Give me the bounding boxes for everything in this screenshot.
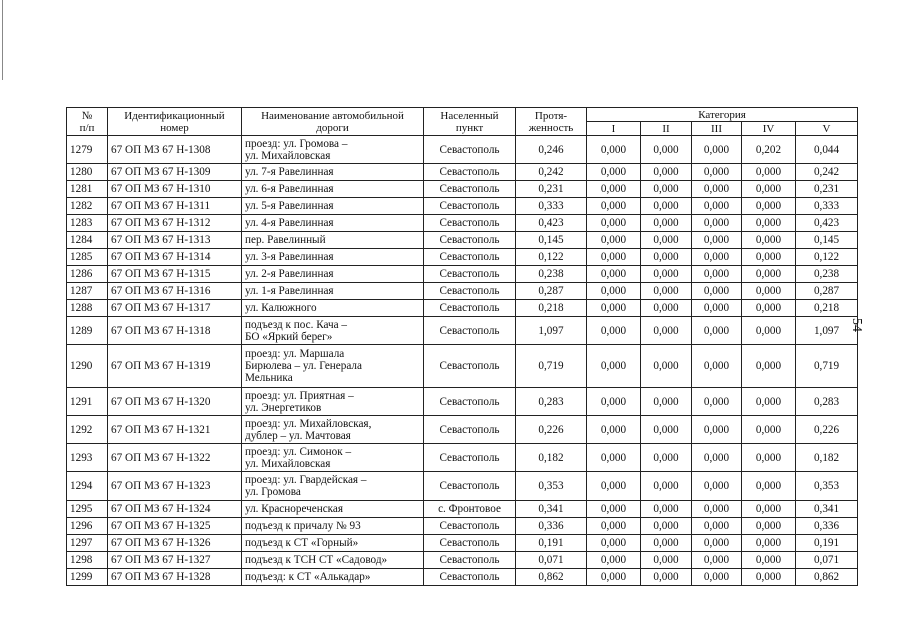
row-number: 1279 — [67, 136, 108, 164]
category-5-length: 0,145 — [796, 232, 858, 249]
locality: Севастополь — [424, 181, 516, 198]
category-1-length: 0,000 — [587, 416, 641, 444]
road-length: 0,231 — [516, 181, 587, 198]
road-name: проезд: ул. Михайловская, дублер – ул. Мачтовая — [242, 416, 424, 444]
road-name: проезд: ул. Маршала Бирюлева – ул. Генерала Мельника — [242, 345, 424, 388]
row-number: 1283 — [67, 215, 108, 232]
category-3-length: 0,000 — [692, 232, 742, 249]
road-name: ул. 1-я Равелинная — [242, 283, 424, 300]
row-number: 1288 — [67, 300, 108, 317]
category-4-length: 0,000 — [742, 416, 796, 444]
category-5-length: 0,242 — [796, 164, 858, 181]
category-2-length: 0,000 — [641, 266, 692, 283]
category-1-length: 0,000 — [587, 136, 641, 164]
road-id: 67 ОП МЗ 67 Н-1322 — [108, 444, 242, 472]
category-3-length: 0,000 — [692, 283, 742, 300]
table-row — [67, 283, 858, 300]
category-5-length: 0,336 — [796, 518, 858, 535]
category-2-length: 0,000 — [641, 569, 692, 586]
category-1-length: 0,000 — [587, 535, 641, 552]
category-3-length: 0,000 — [692, 266, 742, 283]
road-name: ул. 7-я Равелинная — [242, 164, 424, 181]
category-1-length: 0,000 — [587, 300, 641, 317]
category-1-length: 0,000 — [587, 164, 641, 181]
road-id: 67 ОП МЗ 67 Н-1313 — [108, 232, 242, 249]
category-3-length: 0,000 — [692, 569, 742, 586]
header-cat-4: IV — [742, 122, 796, 136]
category-5-length: 0,071 — [796, 552, 858, 569]
row-number: 1289 — [67, 317, 108, 345]
category-4-length: 0,000 — [742, 388, 796, 416]
category-2-length: 0,000 — [641, 283, 692, 300]
category-2-length: 0,000 — [641, 215, 692, 232]
row-number: 1299 — [67, 569, 108, 586]
category-4-length: 0,000 — [742, 215, 796, 232]
locality: Севастополь — [424, 215, 516, 232]
road-id: 67 ОП МЗ 67 Н-1318 — [108, 317, 242, 345]
category-2-length: 0,000 — [641, 552, 692, 569]
category-3-length: 0,000 — [692, 317, 742, 345]
category-3-length: 0,000 — [692, 249, 742, 266]
locality: Севастополь — [424, 232, 516, 249]
category-1-length: 0,000 — [587, 444, 641, 472]
locality: Севастополь — [424, 249, 516, 266]
category-5-length: 0,044 — [796, 136, 858, 164]
road-id: 67 ОП МЗ 67 Н-1316 — [108, 283, 242, 300]
category-1-length: 0,000 — [587, 501, 641, 518]
table-row — [67, 232, 858, 249]
road-id: 67 ОП МЗ 67 Н-1310 — [108, 181, 242, 198]
row-number: 1292 — [67, 416, 108, 444]
category-1-length: 0,000 — [587, 388, 641, 416]
category-5-length: 0,333 — [796, 198, 858, 215]
category-2-length: 0,000 — [641, 518, 692, 535]
category-3-length: 0,000 — [692, 136, 742, 164]
table-row — [67, 181, 858, 198]
row-number: 1287 — [67, 283, 108, 300]
locality: Севастополь — [424, 518, 516, 535]
category-2-length: 0,000 — [641, 535, 692, 552]
category-5-length: 0,238 — [796, 266, 858, 283]
road-id: 67 ОП МЗ 67 Н-1317 — [108, 300, 242, 317]
category-3-length: 0,000 — [692, 444, 742, 472]
category-1-length: 0,000 — [587, 232, 641, 249]
category-3-length: 0,000 — [692, 518, 742, 535]
category-2-length: 0,000 — [641, 232, 692, 249]
category-4-length: 0,000 — [742, 198, 796, 215]
category-2-length: 0,000 — [641, 198, 692, 215]
road-length: 0,226 — [516, 416, 587, 444]
road-length: 0,238 — [516, 266, 587, 283]
road-id: 67 ОП МЗ 67 Н-1309 — [108, 164, 242, 181]
road-name: ул. 3-я Равелинная — [242, 249, 424, 266]
locality: Севастополь — [424, 345, 516, 388]
table-row — [67, 300, 858, 317]
category-5-length: 0,182 — [796, 444, 858, 472]
category-2-length: 0,000 — [641, 164, 692, 181]
header-cat-5: V — [796, 122, 858, 136]
table-row — [67, 215, 858, 232]
category-3-length: 0,000 — [692, 198, 742, 215]
locality: Севастополь — [424, 198, 516, 215]
road-name: подъезд к причалу № 93 — [242, 518, 424, 535]
category-4-length: 0,000 — [742, 501, 796, 518]
category-3-length: 0,000 — [692, 501, 742, 518]
header-num: № п/п — [67, 108, 108, 136]
category-4-length: 0,000 — [742, 569, 796, 586]
road-length: 0,246 — [516, 136, 587, 164]
road-length: 0,191 — [516, 535, 587, 552]
road-id: 67 ОП МЗ 67 Н-1320 — [108, 388, 242, 416]
road-id: 67 ОП МЗ 67 Н-1321 — [108, 416, 242, 444]
category-4-length: 0,000 — [742, 283, 796, 300]
row-number: 1296 — [67, 518, 108, 535]
road-name: ул. Калюжного — [242, 300, 424, 317]
category-2-length: 0,000 — [641, 472, 692, 501]
road-id: 67 ОП МЗ 67 Н-1323 — [108, 472, 242, 501]
category-1-length: 0,000 — [587, 249, 641, 266]
category-3-length: 0,000 — [692, 164, 742, 181]
category-2-length: 0,000 — [641, 317, 692, 345]
header-cat-3: III — [692, 122, 742, 136]
locality: Севастополь — [424, 444, 516, 472]
road-name: подъезд к ТСН СТ «Садовод» — [242, 552, 424, 569]
road-length: 0,862 — [516, 569, 587, 586]
locality: с. Фронтовое — [424, 501, 516, 518]
road-name: проезд: ул. Гвардейская – ул. Громова — [242, 472, 424, 501]
row-number: 1281 — [67, 181, 108, 198]
road-id: 67 ОП МЗ 67 Н-1319 — [108, 345, 242, 388]
row-number: 1285 — [67, 249, 108, 266]
road-length: 0,145 — [516, 232, 587, 249]
category-4-length: 0,000 — [742, 300, 796, 317]
road-length: 0,287 — [516, 283, 587, 300]
row-number: 1290 — [67, 345, 108, 388]
road-name: ул. 6-я Равелинная — [242, 181, 424, 198]
table-header — [67, 108, 858, 136]
row-number: 1282 — [67, 198, 108, 215]
table-row — [67, 569, 858, 586]
road-id: 67 ОП МЗ 67 Н-1311 — [108, 198, 242, 215]
category-2-length: 0,000 — [641, 444, 692, 472]
category-3-length: 0,000 — [692, 215, 742, 232]
category-1-length: 0,000 — [587, 181, 641, 198]
locality: Севастополь — [424, 164, 516, 181]
row-number: 1280 — [67, 164, 108, 181]
table-row — [67, 249, 858, 266]
category-1-length: 0,000 — [587, 518, 641, 535]
category-5-length: 0,231 — [796, 181, 858, 198]
category-1-length: 0,000 — [587, 569, 641, 586]
locality: Севастополь — [424, 416, 516, 444]
road-length: 0,423 — [516, 215, 587, 232]
table-row — [67, 535, 858, 552]
category-4-length: 0,000 — [742, 181, 796, 198]
row-number: 1298 — [67, 552, 108, 569]
category-5-length: 0,353 — [796, 472, 858, 501]
road-name: подъезд к СТ «Горный» — [242, 535, 424, 552]
road-length: 0,283 — [516, 388, 587, 416]
road-length: 0,242 — [516, 164, 587, 181]
row-number: 1293 — [67, 444, 108, 472]
category-1-length: 0,000 — [587, 215, 641, 232]
header-road-name: Наименование автомобильной дороги — [242, 108, 424, 136]
category-4-length: 0,000 — [742, 535, 796, 552]
road-name: пер. Равелинный — [242, 232, 424, 249]
category-5-length: 0,719 — [796, 345, 858, 388]
category-5-length: 0,287 — [796, 283, 858, 300]
road-name: проезд: ул. Громова – ул. Михайловская — [242, 136, 424, 164]
category-1-length: 0,000 — [587, 552, 641, 569]
road-length: 0,333 — [516, 198, 587, 215]
category-3-length: 0,000 — [692, 345, 742, 388]
category-5-length: 0,862 — [796, 569, 858, 586]
table-row — [67, 444, 858, 472]
row-number: 1286 — [67, 266, 108, 283]
header-id: Идентификационный номер — [108, 108, 242, 136]
locality: Севастополь — [424, 388, 516, 416]
road-length: 0,122 — [516, 249, 587, 266]
category-2-length: 0,000 — [641, 388, 692, 416]
category-2-length: 0,000 — [641, 345, 692, 388]
locality: Севастополь — [424, 569, 516, 586]
category-3-length: 0,000 — [692, 181, 742, 198]
table-row — [67, 345, 858, 388]
category-5-length: 0,218 — [796, 300, 858, 317]
row-number: 1295 — [67, 501, 108, 518]
road-id: 67 ОП МЗ 67 Н-1312 — [108, 215, 242, 232]
road-id: 67 ОП МЗ 67 Н-1315 — [108, 266, 242, 283]
category-3-length: 0,000 — [692, 552, 742, 569]
road-name: проезд: ул. Симонок – ул. Михайловская — [242, 444, 424, 472]
table-row — [67, 266, 858, 283]
header-cat-2: II — [641, 122, 692, 136]
category-1-length: 0,000 — [587, 345, 641, 388]
page-number: 54 — [849, 318, 864, 332]
category-4-length: 0,000 — [742, 164, 796, 181]
category-3-length: 0,000 — [692, 388, 742, 416]
category-4-length: 0,000 — [742, 444, 796, 472]
category-2-length: 0,000 — [641, 300, 692, 317]
road-length: 0,071 — [516, 552, 587, 569]
category-5-length: 0,226 — [796, 416, 858, 444]
category-4-length: 0,000 — [742, 232, 796, 249]
road-name: ул. 2-я Равелинная — [242, 266, 424, 283]
category-2-length: 0,000 — [641, 416, 692, 444]
category-4-length: 0,000 — [742, 518, 796, 535]
table-row — [67, 518, 858, 535]
header-cat-1: I — [587, 122, 641, 136]
road-length: 0,353 — [516, 472, 587, 501]
category-1-length: 0,000 — [587, 472, 641, 501]
category-3-length: 0,000 — [692, 535, 742, 552]
header-length: Протя- женность — [516, 108, 587, 136]
locality: Севастополь — [424, 300, 516, 317]
row-number: 1294 — [67, 472, 108, 501]
road-name: ул. 4-я Равелинная — [242, 215, 424, 232]
header-category: Категория — [587, 108, 858, 122]
locality: Севастополь — [424, 136, 516, 164]
locality: Севастополь — [424, 283, 516, 300]
locality: Севастополь — [424, 535, 516, 552]
category-3-length: 0,000 — [692, 472, 742, 501]
category-1-length: 0,000 — [587, 317, 641, 345]
category-5-length: 0,423 — [796, 215, 858, 232]
category-5-length: 0,122 — [796, 249, 858, 266]
road-length: 0,719 — [516, 345, 587, 388]
category-2-length: 0,000 — [641, 501, 692, 518]
category-4-length: 0,000 — [742, 266, 796, 283]
scan-edge-line — [2, 0, 3, 80]
category-3-length: 0,000 — [692, 416, 742, 444]
category-1-length: 0,000 — [587, 198, 641, 215]
row-number: 1284 — [67, 232, 108, 249]
table-row — [67, 136, 858, 164]
category-4-length: 0,000 — [742, 249, 796, 266]
road-id: 67 ОП МЗ 67 Н-1314 — [108, 249, 242, 266]
road-id: 67 ОП МЗ 67 Н-1326 — [108, 535, 242, 552]
table-row — [67, 552, 858, 569]
category-2-length: 0,000 — [641, 136, 692, 164]
category-5-length: 1,097 — [796, 317, 858, 345]
road-name: проезд: ул. Приятная – ул. Энергетиков — [242, 388, 424, 416]
table-body — [67, 136, 858, 586]
road-id: 67 ОП МЗ 67 Н-1325 — [108, 518, 242, 535]
locality: Севастополь — [424, 552, 516, 569]
category-4-length: 0,000 — [742, 552, 796, 569]
table-row — [67, 501, 858, 518]
header-locality: Населенный пункт — [424, 108, 516, 136]
road-length: 1,097 — [516, 317, 587, 345]
locality: Севастополь — [424, 317, 516, 345]
category-2-length: 0,000 — [641, 181, 692, 198]
category-4-length: 0,202 — [742, 136, 796, 164]
category-5-length: 0,283 — [796, 388, 858, 416]
table-row — [67, 388, 858, 416]
locality: Севастополь — [424, 472, 516, 501]
road-id: 67 ОП МЗ 67 Н-1327 — [108, 552, 242, 569]
road-id: 67 ОП МЗ 67 Н-1308 — [108, 136, 242, 164]
road-length: 0,182 — [516, 444, 587, 472]
road-length: 0,218 — [516, 300, 587, 317]
category-1-length: 0,000 — [587, 266, 641, 283]
category-3-length: 0,000 — [692, 300, 742, 317]
category-4-length: 0,000 — [742, 317, 796, 345]
category-4-length: 0,000 — [742, 472, 796, 501]
road-name: подъезд: к СТ «Алькадар» — [242, 569, 424, 586]
table-row — [67, 416, 858, 444]
table-row — [67, 472, 858, 501]
locality: Севастополь — [424, 266, 516, 283]
road-id: 67 ОП МЗ 67 Н-1324 — [108, 501, 242, 518]
category-2-length: 0,000 — [641, 249, 692, 266]
roads-table — [66, 107, 858, 586]
category-5-length: 0,341 — [796, 501, 858, 518]
road-length: 0,336 — [516, 518, 587, 535]
road-id: 67 ОП МЗ 67 Н-1328 — [108, 569, 242, 586]
road-name: ул. Краснореченская — [242, 501, 424, 518]
table-row — [67, 164, 858, 181]
table-row — [67, 317, 858, 345]
road-name: ул. 5-я Равелинная — [242, 198, 424, 215]
row-number: 1291 — [67, 388, 108, 416]
category-5-length: 0,191 — [796, 535, 858, 552]
road-name: подъезд к пос. Кача – БО «Яркий берег» — [242, 317, 424, 345]
road-length: 0,341 — [516, 501, 587, 518]
category-4-length: 0,000 — [742, 345, 796, 388]
table-row — [67, 198, 858, 215]
category-1-length: 0,000 — [587, 283, 641, 300]
row-number: 1297 — [67, 535, 108, 552]
